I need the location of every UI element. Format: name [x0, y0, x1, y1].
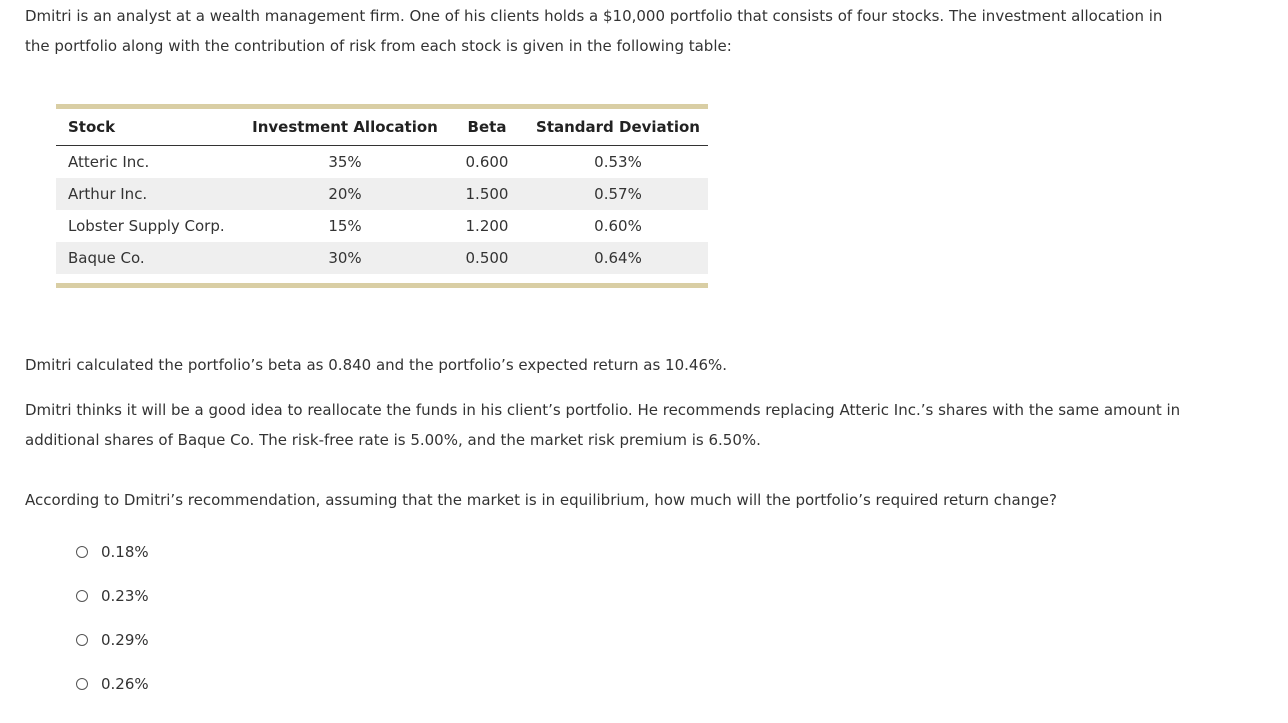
cell-standard-deviation: 0.60% [594, 217, 642, 235]
cell-standard-deviation: 0.64% [528, 242, 708, 274]
cell-beta: 0.600 [465, 153, 509, 171]
radio-button-icon[interactable] [76, 634, 88, 646]
table-bottom-rule [56, 283, 708, 288]
cell-beta: 1.200 [465, 217, 509, 235]
cell-allocation: 30% [244, 242, 446, 274]
cell-beta: 1.500 [446, 178, 528, 210]
answer-option-1[interactable] [76, 540, 149, 564]
answer-option-3[interactable] [76, 628, 149, 652]
cell-allocation: 35% [328, 153, 362, 171]
answer-options [76, 540, 149, 716]
radio-button-icon[interactable] [76, 678, 88, 690]
cell-standard-deviation: 0.57% [528, 178, 708, 210]
header-investment-allocation: Investment Allocation [244, 109, 446, 146]
cell-allocation: 20% [244, 178, 446, 210]
answer-option-2[interactable] [76, 584, 149, 608]
beta-paragraph: Dmitri calculated the portfolio’s beta as 0.840 and the portfolio’s expected return as 10.46%. [25, 356, 728, 374]
answer-option-4[interactable] [76, 672, 149, 696]
reallocate-paragraph: Dmitri thinks it will be a good idea to reallocate the funds in his client’s portfolio. He recommends replacing Atteric Inc.’s shares with the same amount in additional shares of Baque Co. The risk-free rate is 5.00%, and the market risk premium is 6.50%. [25, 401, 1181, 449]
header-beta: Beta [446, 109, 528, 146]
table-row [56, 210, 708, 242]
cell-allocation: 15% [328, 217, 362, 235]
allocation-table [56, 109, 708, 274]
cell-stock: Arthur Inc. [56, 178, 244, 210]
header-stock: Stock [56, 109, 244, 146]
question-text: According to Dmitri’s recommendation, assuming that the market is in equilibrium, how much will the portfolio’s required return change? [25, 491, 1057, 509]
portfolio-table [56, 104, 708, 288]
table-row [56, 146, 708, 179]
radio-button-icon[interactable] [76, 590, 88, 602]
table-row [56, 178, 708, 210]
answer-option-label: 0.26% [101, 675, 149, 693]
answer-option-label: 0.23% [101, 587, 149, 605]
header-standard-deviation: Standard Deviation [528, 109, 708, 146]
cell-stock: Baque Co. [56, 242, 244, 274]
answer-option-label: 0.29% [101, 631, 149, 649]
cell-stock: Atteric Inc. [68, 153, 150, 171]
cell-standard-deviation: 0.53% [594, 153, 642, 171]
radio-button-icon[interactable] [76, 546, 88, 558]
table-row [56, 242, 708, 274]
table-header-row [56, 109, 708, 146]
answer-option-label: 0.18% [101, 543, 149, 561]
cell-stock: Lobster Supply Corp. [68, 217, 225, 235]
intro-paragraph: Dmitri is an analyst at a wealth management firm. One of his clients holds a $10,000 portfolio that consists of four stocks. The investment allocation in the portfolio along with the contribution of risk from each stock is given in the following table: [25, 7, 1163, 55]
cell-beta: 0.500 [446, 242, 528, 274]
